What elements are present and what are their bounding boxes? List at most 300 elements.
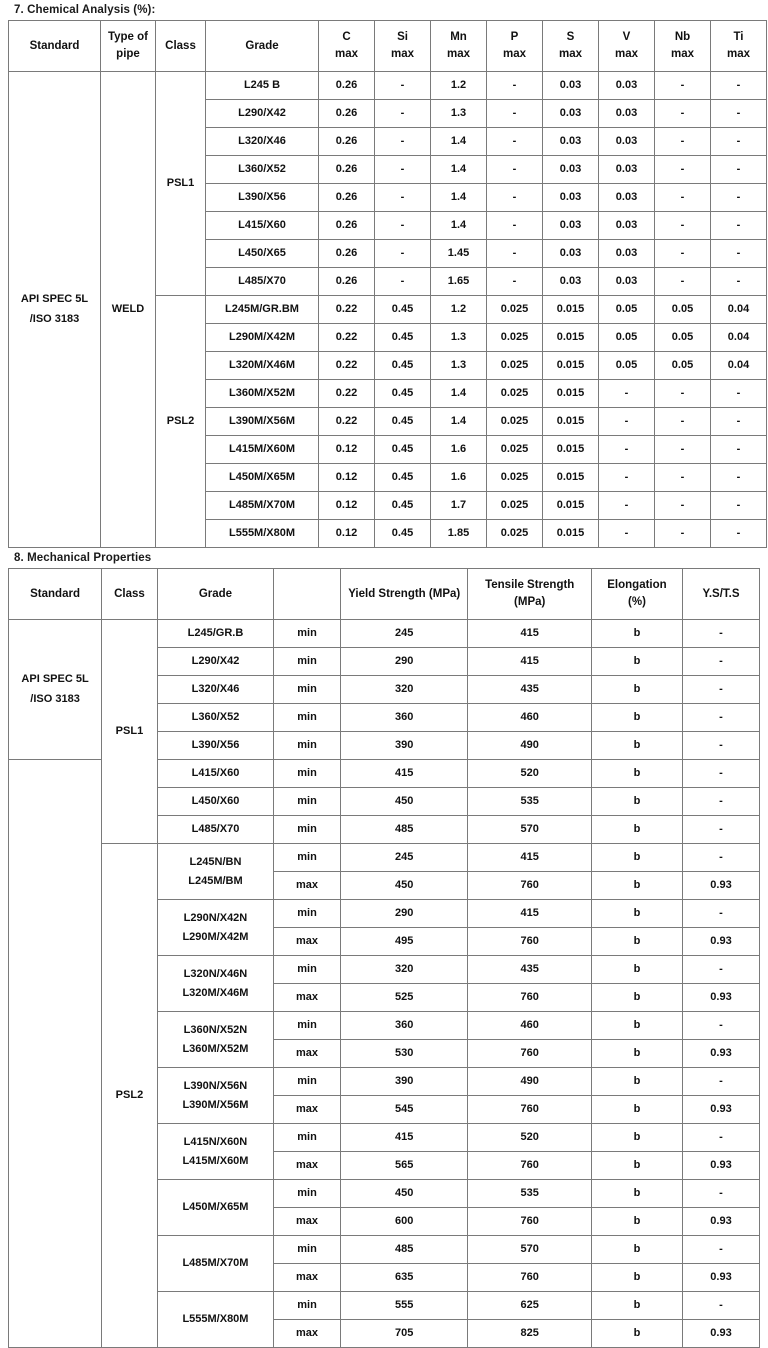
grade-cell: L290/X42	[157, 648, 273, 676]
value-si: -	[375, 212, 431, 240]
grade-cell-line2: L390M/X56M	[182, 1098, 249, 1111]
value-nb: 0.05	[655, 324, 711, 352]
tensile-strength-cell: 760	[468, 1040, 591, 1068]
ys-ts-cell: -	[683, 816, 760, 844]
value-si: 0.45	[375, 520, 431, 548]
col-header-element-p	[487, 21, 543, 72]
tensile-strength-cell: 760	[468, 1096, 591, 1124]
tensile-strength-cell: 435	[468, 956, 591, 984]
value-v: 0.03	[599, 128, 655, 156]
class-cell-psl2: PSL2	[102, 844, 158, 1348]
yield-strength-cell: 290	[340, 648, 468, 676]
grade-cell: L390/X56	[206, 184, 319, 212]
ys-ts-cell: 0.93	[683, 1152, 760, 1180]
value-c: 0.22	[319, 324, 375, 352]
mechanical-table-head	[9, 569, 760, 620]
value-p: -	[487, 72, 543, 100]
value-ti: -	[711, 408, 767, 436]
elongation-cell: b	[591, 1152, 682, 1180]
value-ti: -	[711, 380, 767, 408]
value-c: 0.12	[319, 492, 375, 520]
limit-cell: min	[274, 816, 341, 844]
tensile-strength-line1: Tensile Strength	[485, 579, 575, 592]
value-c: 0.26	[319, 212, 375, 240]
standard-cell-line2: /ISO 3183	[29, 312, 80, 325]
elongation-cell: b	[591, 704, 682, 732]
value-v: 0.05	[599, 324, 655, 352]
ys-ts-cell: -	[683, 956, 760, 984]
element-limit-c: max	[334, 48, 359, 60]
ys-ts-cell: -	[683, 844, 760, 872]
grade-cell: L320M/X46M	[206, 352, 319, 380]
tensile-strength-cell: 570	[468, 816, 591, 844]
element-limit-s: max	[558, 48, 583, 60]
grade-cell-line2: L320M/X46M	[182, 986, 249, 999]
value-ti: -	[711, 268, 767, 296]
grade-cell: L290M/X42M	[206, 324, 319, 352]
value-v: 0.05	[599, 352, 655, 380]
yield-strength-cell: 415	[340, 1124, 468, 1152]
grade-cell-line1: L450M/X65M	[182, 1200, 249, 1213]
col-header-element-s	[543, 21, 599, 72]
value-si: -	[375, 72, 431, 100]
value-nb: 0.05	[655, 352, 711, 380]
grade-cell: L555M/X80M	[206, 520, 319, 548]
tensile-strength-cell: 535	[468, 788, 591, 816]
value-ti: -	[711, 72, 767, 100]
value-si: -	[375, 268, 431, 296]
class-cell-psl2: PSL2	[156, 296, 206, 548]
value-v: 0.03	[599, 212, 655, 240]
grade-cell-line1: L390N/X56N	[183, 1079, 248, 1092]
ys-ts-cell: -	[683, 1292, 760, 1320]
yield-strength-cell: 320	[340, 676, 468, 704]
grade-cell: L390/X56	[157, 732, 273, 760]
value-si: 0.45	[375, 436, 431, 464]
elongation-cell: b	[591, 760, 682, 788]
value-nb: -	[655, 184, 711, 212]
limit-cell: min	[274, 732, 341, 760]
elongation-cell: b	[591, 1320, 682, 1348]
col-header-standard: Standard	[9, 21, 101, 72]
col-header-tensile-strength	[468, 569, 591, 620]
element-limit-mn: max	[446, 48, 471, 60]
grade-cell: L360/X52	[206, 156, 319, 184]
value-mn: 1.7	[431, 492, 487, 520]
tensile-strength-cell: 760	[468, 1264, 591, 1292]
elongation-cell: b	[591, 676, 682, 704]
value-s: 0.015	[543, 520, 599, 548]
elongation-cell: b	[591, 1040, 682, 1068]
value-ti: -	[711, 156, 767, 184]
limit-cell: min	[274, 788, 341, 816]
value-si: 0.45	[375, 352, 431, 380]
value-mn: 1.4	[431, 212, 487, 240]
value-p: -	[487, 268, 543, 296]
value-mn: 1.2	[431, 72, 487, 100]
grade-cell: L450/X60	[157, 788, 273, 816]
col-header-class: Class	[156, 21, 206, 72]
value-c: 0.26	[319, 72, 375, 100]
value-p: 0.025	[487, 380, 543, 408]
value-p: 0.025	[487, 464, 543, 492]
ys-ts-cell: 0.93	[683, 1264, 760, 1292]
ys-ts-cell: -	[683, 620, 760, 648]
yield-strength-cell: 245	[340, 844, 468, 872]
grade-cell	[157, 1292, 273, 1348]
grade-cell: L485M/X70M	[206, 492, 319, 520]
elongation-line2: (%)	[628, 596, 646, 608]
value-ti: 0.04	[711, 324, 767, 352]
value-v: -	[599, 492, 655, 520]
value-ti: 0.04	[711, 352, 767, 380]
grade-cell-line1: L485M/X70M	[182, 1256, 249, 1269]
element-symbol-p: P	[510, 31, 519, 44]
elongation-cell: b	[591, 844, 682, 872]
value-ti: -	[711, 492, 767, 520]
tensile-strength-cell: 460	[468, 704, 591, 732]
col-header-element-si	[375, 21, 431, 72]
ys-ts-cell: -	[683, 648, 760, 676]
value-s: 0.015	[543, 436, 599, 464]
value-ti: -	[711, 464, 767, 492]
value-p: -	[487, 128, 543, 156]
mechanical-table-body	[9, 620, 760, 1348]
value-v: -	[599, 464, 655, 492]
tensile-strength-cell: 415	[468, 900, 591, 928]
standard-cell	[9, 620, 102, 760]
ys-ts-cell: -	[683, 1124, 760, 1152]
yield-strength-cell: 705	[340, 1320, 468, 1348]
value-p: -	[487, 156, 543, 184]
value-v: 0.03	[599, 268, 655, 296]
table-row	[9, 72, 767, 100]
value-si: 0.45	[375, 492, 431, 520]
ys-ts-cell: 0.93	[683, 984, 760, 1012]
tensile-strength-cell: 520	[468, 1124, 591, 1152]
grade-cell: L320/X46	[157, 676, 273, 704]
grade-cell: L245 B	[206, 72, 319, 100]
mechanical-properties-table	[8, 568, 760, 1348]
col-header-element-mn	[431, 21, 487, 72]
elongation-cell: b	[591, 788, 682, 816]
value-p: -	[487, 184, 543, 212]
col-header-limit	[274, 569, 341, 620]
value-mn: 1.85	[431, 520, 487, 548]
value-nb: -	[655, 212, 711, 240]
value-s: 0.03	[543, 100, 599, 128]
standard-cell-line1: API SPEC 5L	[21, 672, 89, 685]
type-of-pipe-cell: WELD	[101, 72, 156, 548]
ys-ts-cell: -	[683, 1236, 760, 1264]
limit-cell: max	[274, 984, 341, 1012]
yield-strength-cell: 360	[340, 1012, 468, 1040]
limit-cell: min	[274, 648, 341, 676]
grade-cell: L415M/X60M	[206, 436, 319, 464]
col-header-element-nb	[655, 21, 711, 72]
element-symbol-v: V	[622, 31, 631, 44]
value-si: -	[375, 184, 431, 212]
grade-cell: L450M/X65M	[206, 464, 319, 492]
value-mn: 1.4	[431, 156, 487, 184]
grade-cell	[157, 1180, 273, 1236]
value-v: 0.03	[599, 184, 655, 212]
grade-cell-line1: L290N/X42N	[183, 911, 248, 924]
yield-strength-cell: 450	[340, 788, 468, 816]
col-header-grade: Grade	[206, 21, 319, 72]
tensile-strength-cell: 435	[468, 676, 591, 704]
col-header-standard: Standard	[9, 569, 102, 620]
col-header-class: Class	[102, 569, 158, 620]
value-s: 0.03	[543, 212, 599, 240]
col-header-grade: Grade	[157, 569, 273, 620]
element-limit-ti: max	[726, 48, 751, 60]
value-si: -	[375, 100, 431, 128]
yield-strength-cell: 555	[340, 1292, 468, 1320]
elongation-cell: b	[591, 1292, 682, 1320]
value-mn: 1.45	[431, 240, 487, 268]
ys-ts-cell: 0.93	[683, 1040, 760, 1068]
value-p: -	[487, 212, 543, 240]
yield-strength-cell: 485	[340, 1236, 468, 1264]
value-s: 0.03	[543, 268, 599, 296]
value-s: 0.03	[543, 72, 599, 100]
value-ti: 0.04	[711, 296, 767, 324]
element-limit-v: max	[614, 48, 639, 60]
tensile-strength-cell: 760	[468, 984, 591, 1012]
ys-ts-cell: 0.93	[683, 1208, 760, 1236]
yield-strength-cell: 530	[340, 1040, 468, 1068]
limit-cell: max	[274, 1208, 341, 1236]
tensile-strength-cell: 570	[468, 1236, 591, 1264]
value-ti: -	[711, 184, 767, 212]
value-nb: -	[655, 268, 711, 296]
yield-strength-cell: 495	[340, 928, 468, 956]
value-c: 0.22	[319, 352, 375, 380]
value-mn: 1.6	[431, 436, 487, 464]
yield-strength-cell: 290	[340, 900, 468, 928]
value-c: 0.22	[319, 408, 375, 436]
grade-cell: L390M/X56M	[206, 408, 319, 436]
elongation-cell: b	[591, 1068, 682, 1096]
tensile-strength-line2: (MPa)	[514, 596, 546, 608]
grade-cell: L360M/X52M	[206, 380, 319, 408]
value-nb: -	[655, 380, 711, 408]
class-cell-psl1: PSL1	[156, 72, 206, 296]
elongation-cell: b	[591, 732, 682, 760]
value-v: -	[599, 520, 655, 548]
value-v: 0.05	[599, 296, 655, 324]
grade-cell-line1: L245N/BN	[189, 855, 242, 868]
limit-cell: max	[274, 1264, 341, 1292]
yield-strength-cell: 360	[340, 704, 468, 732]
value-ti: -	[711, 100, 767, 128]
ys-ts-cell: -	[683, 760, 760, 788]
chemical-analysis-caption: 7. Chemical Analysis (%):	[14, 4, 156, 16]
value-c: 0.26	[319, 240, 375, 268]
elongation-cell: b	[591, 1236, 682, 1264]
value-si: 0.45	[375, 380, 431, 408]
value-si: 0.45	[375, 296, 431, 324]
tensile-strength-cell: 415	[468, 620, 591, 648]
tensile-strength-cell: 490	[468, 1068, 591, 1096]
limit-cell: min	[274, 676, 341, 704]
standard-cell-empty	[9, 760, 102, 1348]
elongation-cell: b	[591, 1124, 682, 1152]
class-cell-psl1: PSL1	[102, 620, 158, 844]
grade-cell-line1: L320N/X46N	[183, 967, 248, 980]
tensile-strength-cell: 520	[468, 760, 591, 788]
elongation-cell: b	[591, 956, 682, 984]
limit-cell: min	[274, 1292, 341, 1320]
col-header-yield-strength: Yield Strength (MPa)	[340, 569, 468, 620]
chemical-table-body	[9, 72, 767, 548]
yield-strength-cell: 545	[340, 1096, 468, 1124]
element-symbol-ti: Ti	[733, 31, 744, 44]
tensile-strength-cell: 490	[468, 732, 591, 760]
grade-cell	[157, 1124, 273, 1180]
value-si: -	[375, 240, 431, 268]
type-of-pipe-line2: pipe	[116, 48, 140, 60]
value-si: 0.45	[375, 464, 431, 492]
chemical-analysis-table	[8, 20, 767, 548]
tensile-strength-cell: 760	[468, 928, 591, 956]
value-si: -	[375, 156, 431, 184]
grade-cell: L415/X60	[157, 760, 273, 788]
grade-cell-line2: L360M/X52M	[182, 1042, 249, 1055]
ys-ts-cell: -	[683, 704, 760, 732]
value-c: 0.12	[319, 464, 375, 492]
value-c: 0.26	[319, 156, 375, 184]
value-ti: -	[711, 212, 767, 240]
value-s: 0.015	[543, 464, 599, 492]
grade-cell: L290/X42	[206, 100, 319, 128]
limit-cell: max	[274, 1152, 341, 1180]
value-s: 0.015	[543, 352, 599, 380]
ys-ts-cell: 0.93	[683, 1320, 760, 1348]
value-si: 0.45	[375, 408, 431, 436]
value-nb: 0.05	[655, 296, 711, 324]
limit-cell: max	[274, 1040, 341, 1068]
value-mn: 1.65	[431, 268, 487, 296]
grade-cell: L320/X46	[206, 128, 319, 156]
grade-cell-line2: L415M/X60M	[182, 1154, 249, 1167]
element-symbol-s: S	[566, 31, 575, 44]
value-v: 0.03	[599, 100, 655, 128]
elongation-cell: b	[591, 1264, 682, 1292]
value-ti: -	[711, 436, 767, 464]
type-of-pipe-line1: Type of	[107, 31, 149, 44]
grade-cell	[157, 900, 273, 956]
grade-cell	[157, 1068, 273, 1124]
limit-cell: min	[274, 1068, 341, 1096]
value-ti: -	[711, 128, 767, 156]
value-c: 0.22	[319, 296, 375, 324]
ys-ts-cell: -	[683, 732, 760, 760]
ys-ts-cell: 0.93	[683, 1096, 760, 1124]
value-mn: 1.4	[431, 380, 487, 408]
elongation-cell: b	[591, 1012, 682, 1040]
elongation-cell: b	[591, 648, 682, 676]
value-nb: -	[655, 100, 711, 128]
value-mn: 1.4	[431, 128, 487, 156]
value-c: 0.26	[319, 100, 375, 128]
elongation-cell: b	[591, 620, 682, 648]
value-p: 0.025	[487, 492, 543, 520]
yield-strength-cell: 450	[340, 872, 468, 900]
col-header-element-v	[599, 21, 655, 72]
value-s: 0.03	[543, 156, 599, 184]
value-v: 0.03	[599, 240, 655, 268]
element-limit-si: max	[390, 48, 415, 60]
value-v: -	[599, 380, 655, 408]
yield-strength-cell: 320	[340, 956, 468, 984]
value-mn: 1.3	[431, 324, 487, 352]
chemical-table-head	[9, 21, 767, 72]
element-symbol-c: C	[342, 31, 351, 44]
limit-cell: max	[274, 928, 341, 956]
value-mn: 1.3	[431, 352, 487, 380]
value-nb: -	[655, 436, 711, 464]
elongation-cell: b	[591, 984, 682, 1012]
value-s: 0.015	[543, 296, 599, 324]
ys-ts-cell: -	[683, 1180, 760, 1208]
grade-cell	[157, 1012, 273, 1068]
grade-cell	[157, 956, 273, 1012]
grade-cell: L245M/GR.BM	[206, 296, 319, 324]
col-header-element-ti	[711, 21, 767, 72]
value-nb: -	[655, 408, 711, 436]
grade-cell: L415/X60	[206, 212, 319, 240]
value-nb: -	[655, 240, 711, 268]
value-p: 0.025	[487, 436, 543, 464]
value-mn: 1.4	[431, 408, 487, 436]
ys-ts-cell: -	[683, 1012, 760, 1040]
tensile-strength-cell: 760	[468, 1152, 591, 1180]
grade-cell: L485/X70	[206, 268, 319, 296]
yield-strength-cell: 450	[340, 1180, 468, 1208]
standard-cell	[9, 72, 101, 548]
value-nb: -	[655, 492, 711, 520]
yield-strength-cell: 485	[340, 816, 468, 844]
value-p: 0.025	[487, 324, 543, 352]
limit-cell: min	[274, 1012, 341, 1040]
value-nb: -	[655, 156, 711, 184]
ys-ts-cell: -	[683, 676, 760, 704]
grade-cell	[157, 1236, 273, 1292]
value-v: 0.03	[599, 72, 655, 100]
value-p: 0.025	[487, 408, 543, 436]
element-symbol-mn: Mn	[450, 31, 467, 44]
value-nb: -	[655, 464, 711, 492]
value-mn: 1.4	[431, 184, 487, 212]
elongation-cell: b	[591, 900, 682, 928]
yield-strength-cell: 565	[340, 1152, 468, 1180]
value-s: 0.015	[543, 492, 599, 520]
value-c: 0.22	[319, 380, 375, 408]
yield-strength-cell: 600	[340, 1208, 468, 1236]
yield-strength-cell: 390	[340, 1068, 468, 1096]
value-ti: -	[711, 240, 767, 268]
yield-strength-cell: 245	[340, 620, 468, 648]
elongation-line1: Elongation	[607, 579, 667, 592]
tensile-strength-cell: 415	[468, 648, 591, 676]
chemical-header-row	[9, 21, 767, 72]
element-symbol-nb: Nb	[674, 31, 691, 44]
value-mn: 1.2	[431, 296, 487, 324]
tensile-strength-cell: 760	[468, 872, 591, 900]
col-header-elongation	[591, 569, 682, 620]
